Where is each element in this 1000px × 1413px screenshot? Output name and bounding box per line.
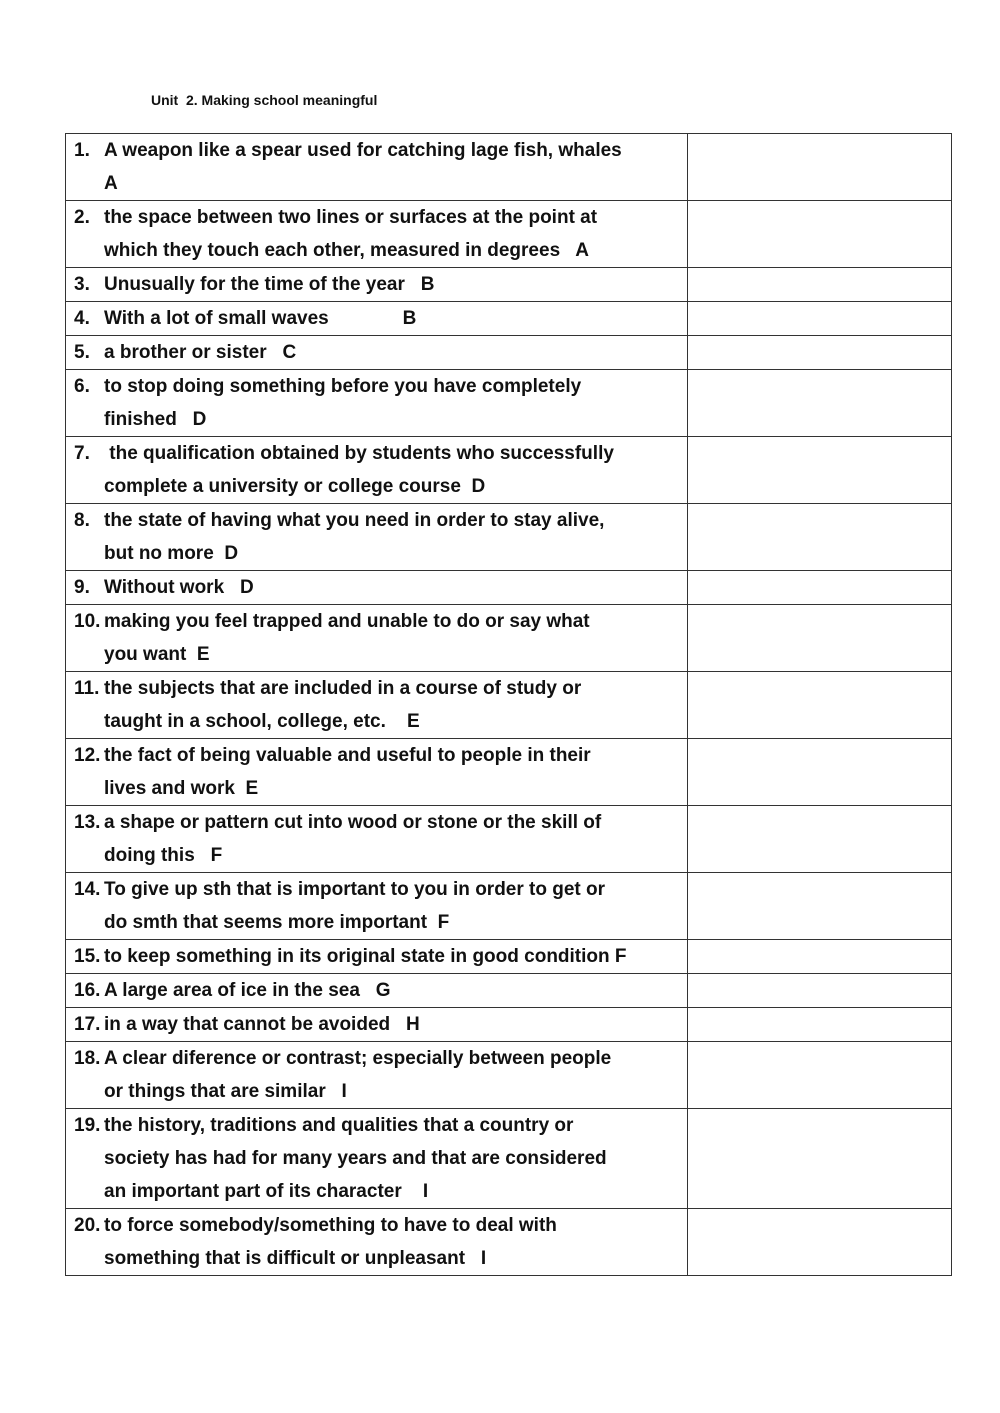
table-row (66, 504, 952, 571)
definition-cell (66, 672, 688, 739)
table-row (66, 134, 952, 201)
definition-content (74, 672, 683, 738)
definition-text: to stop doing something before you have completely finished D (104, 376, 582, 430)
definition-content (74, 806, 683, 872)
definition-content (74, 268, 683, 301)
item-number: 14. (74, 879, 101, 900)
item-number: 13. (74, 812, 101, 833)
definition-cell (66, 1008, 688, 1042)
definition-text: Without work D (104, 577, 254, 598)
definition-text: the fact of being valuable and useful to people in their lives and work E (104, 745, 591, 799)
table-row (66, 370, 952, 437)
table-row (66, 1109, 952, 1209)
definition-text: the space between two lines or surfaces at the point at which they touch each other, measured in degrees A (104, 207, 598, 261)
worksheet-title: Unit 2. Making school meaningful (151, 92, 378, 108)
definition-text: the subjects that are included in a course of study or taught in a school, college, etc. E (104, 678, 582, 732)
table-row (66, 873, 952, 940)
definition-content (74, 201, 683, 267)
answer-cell[interactable] (688, 739, 952, 806)
table-row (66, 437, 952, 504)
definition-text: With a lot of small waves B (104, 308, 417, 329)
answer-cell[interactable] (688, 974, 952, 1008)
definition-text: to keep something in its original state in good condition F (104, 946, 627, 967)
answer-cell[interactable] (688, 302, 952, 336)
table-row (66, 974, 952, 1008)
table-row (66, 268, 952, 302)
definition-content (74, 302, 683, 335)
definition-text: to force somebody/something to have to deal with something that is difficult or unpleasant I (104, 1215, 557, 1269)
vocabulary-table (65, 133, 952, 1276)
definition-cell (66, 134, 688, 201)
table-row (66, 605, 952, 672)
definition-text: Unusually for the time of the year B (104, 274, 435, 295)
definition-cell (66, 370, 688, 437)
answer-cell[interactable] (688, 1109, 952, 1209)
definition-content (74, 571, 683, 604)
item-number: 3. (74, 274, 90, 295)
answer-cell[interactable] (688, 268, 952, 302)
table-row (66, 571, 952, 605)
definition-cell (66, 1109, 688, 1209)
definition-cell (66, 1042, 688, 1109)
definition-text: A clear diference or contrast; especially between people or things that are similar I (104, 1048, 612, 1102)
answer-cell[interactable] (688, 873, 952, 940)
definition-content (74, 974, 683, 1007)
definition-cell (66, 1209, 688, 1276)
definition-text: the qualification obtained by students who successfully complete a university or college course D (104, 443, 614, 497)
item-number: 15. (74, 946, 101, 967)
definition-content (74, 739, 683, 805)
item-number: 6. (74, 376, 90, 397)
answer-cell[interactable] (688, 672, 952, 739)
item-number: 8. (74, 510, 90, 531)
item-number: 9. (74, 577, 90, 598)
definition-cell (66, 873, 688, 940)
definition-content (74, 336, 683, 369)
answer-cell[interactable] (688, 605, 952, 672)
item-number: 11. (74, 678, 100, 699)
definition-content (74, 1209, 683, 1275)
definition-content (74, 504, 683, 570)
definition-text: making you feel trapped and unable to do or say what you want E (104, 611, 590, 665)
definition-text: the state of having what you need in order to stay alive, but no more D (104, 510, 605, 564)
answer-cell[interactable] (688, 1042, 952, 1109)
item-number: 17. (74, 1014, 101, 1035)
answer-cell[interactable] (688, 370, 952, 437)
table-row (66, 806, 952, 873)
answer-cell[interactable] (688, 504, 952, 571)
definition-text: a brother or sister C (104, 342, 297, 363)
definition-cell (66, 504, 688, 571)
table-row (66, 739, 952, 806)
definition-content (74, 1109, 683, 1208)
definition-content (74, 605, 683, 671)
item-number: 16. (74, 980, 101, 1001)
item-number: 18. (74, 1048, 101, 1069)
table-row (66, 302, 952, 336)
definition-content (74, 1042, 683, 1108)
item-number: 7. (74, 443, 90, 464)
table-row (66, 672, 952, 739)
item-number: 12. (74, 745, 101, 766)
answer-cell[interactable] (688, 806, 952, 873)
definition-text: A large area of ice in the sea G (104, 980, 391, 1001)
definition-text: To give up sth that is important to you in order to get or do smth that seems more important F (104, 879, 606, 933)
answer-cell[interactable] (688, 134, 952, 201)
item-number: 5. (74, 342, 90, 363)
vocabulary-table-body (66, 134, 952, 1276)
item-number: 20. (74, 1215, 101, 1236)
definition-cell (66, 201, 688, 268)
definition-content (74, 437, 683, 503)
answer-cell[interactable] (688, 940, 952, 974)
table-row (66, 940, 952, 974)
definition-cell (66, 739, 688, 806)
definition-content (74, 1008, 683, 1041)
answer-cell[interactable] (688, 1209, 952, 1276)
answer-cell[interactable] (688, 1008, 952, 1042)
item-number: 2. (74, 207, 90, 228)
definition-cell (66, 940, 688, 974)
answer-cell[interactable] (688, 571, 952, 605)
definition-cell (66, 806, 688, 873)
table-row (66, 1008, 952, 1042)
item-number: 10. (74, 611, 101, 632)
definition-content (74, 370, 683, 436)
answer-cell[interactable] (688, 437, 952, 504)
definition-text: a shape or pattern cut into wood or stone or the skill of doing this F (104, 812, 602, 866)
table-row (66, 201, 952, 268)
table-row (66, 336, 952, 370)
item-number: 19. (74, 1115, 101, 1136)
definition-cell (66, 437, 688, 504)
definition-cell (66, 268, 688, 302)
definition-cell (66, 336, 688, 370)
answer-cell[interactable] (688, 201, 952, 268)
definition-text: A weapon like a spear used for catching lage fish, whales A (104, 140, 622, 194)
item-number: 1. (74, 140, 90, 161)
definition-content (74, 134, 683, 200)
table-row (66, 1042, 952, 1109)
definition-cell (66, 571, 688, 605)
definition-cell (66, 302, 688, 336)
definition-cell (66, 974, 688, 1008)
definition-text: the history, traditions and qualities that a country or society has had for many years and that are considered an important part of its character I (104, 1115, 607, 1202)
table-row (66, 1209, 952, 1276)
item-number: 4. (74, 308, 90, 329)
definition-content (74, 873, 683, 939)
answer-cell[interactable] (688, 336, 952, 370)
definition-cell (66, 605, 688, 672)
definition-content (74, 940, 683, 973)
definition-text: in a way that cannot be avoided H (104, 1014, 420, 1035)
